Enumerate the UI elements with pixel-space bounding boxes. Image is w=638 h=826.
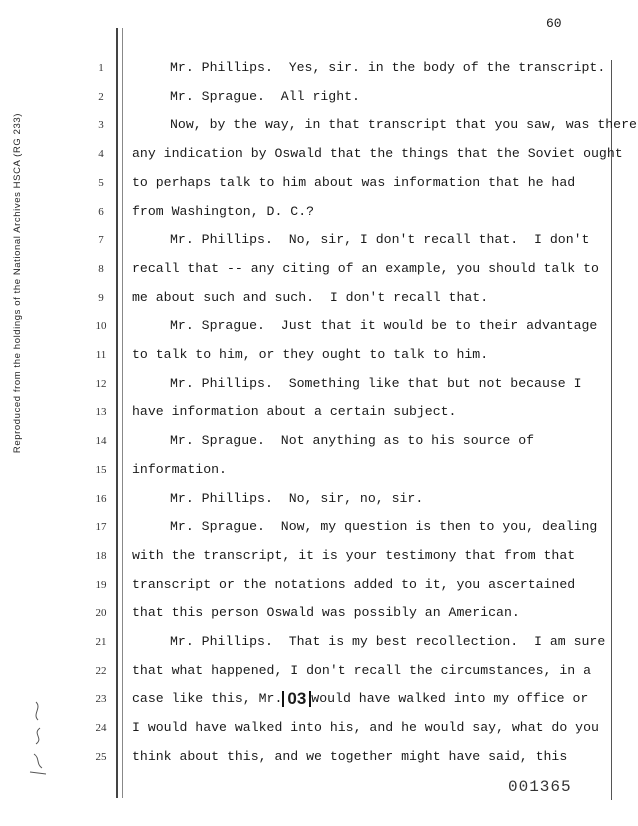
left-margin-rule-inner — [122, 28, 123, 798]
transcript-line — [132, 146, 623, 162]
transcript-line — [170, 60, 605, 76]
line-number: 8 — [98, 262, 104, 275]
transcript-line — [170, 232, 589, 248]
right-margin-rule — [611, 60, 612, 800]
line-text: Mr. Sprague. Just that it would be to their advantage — [170, 318, 598, 334]
line-text: from Washington, D. C.? — [132, 203, 315, 219]
line-text: transcript or the notations added to it, you ascertained — [132, 576, 576, 592]
line-text: that this person Oswald was possibly an American. — [132, 605, 520, 621]
line-text: Mr. Phillips. Yes, sir. in the body of the transcript. — [170, 60, 606, 75]
line-text-after: would have walked into my office or — [311, 691, 589, 707]
transcript-line — [132, 577, 575, 593]
line-number: 24 — [95, 722, 107, 735]
line-number: 3 — [98, 119, 104, 132]
line-number: 1 — [98, 62, 104, 74]
transcript-line — [170, 318, 597, 334]
line-text: Mr. Sprague. Now, my question is then to you, dealing — [170, 519, 598, 535]
line-text: to talk to him, or they ought to talk to him. — [132, 347, 489, 362]
line-number: 15 — [95, 463, 107, 476]
line-text: Mr. Phillips. That is my best recollection. I am sure — [170, 634, 606, 649]
line-number: 10 — [95, 320, 107, 333]
document-id: 001365 — [508, 778, 572, 796]
line-number: 12 — [95, 377, 107, 390]
archive-side-note: Reproduced from the holdings of the National Archives HSCA (RG 233) — [12, 112, 23, 454]
line-number: 14 — [95, 435, 107, 448]
line-number: 20 — [95, 607, 107, 620]
transcript-line — [132, 720, 599, 736]
line-text: Mr. Sprague. All right. — [170, 88, 360, 104]
line-text: any indication by Oswald that the things that the Soviet ought — [132, 146, 623, 162]
page-number: 60 — [546, 16, 562, 31]
line-text: Mr. Phillips. No, sir, no, sir. — [170, 490, 424, 506]
line-text: to perhaps talk to him about was information that he had — [132, 174, 576, 190]
transcript-line — [132, 462, 227, 478]
transcript-line — [170, 89, 360, 105]
transcript-line — [132, 404, 456, 420]
line-number: 5 — [98, 176, 104, 189]
transcript-line — [132, 175, 575, 191]
line-text: Mr. Phillips. No, sir, I don't recall that. I don't — [170, 232, 590, 248]
transcript-line — [170, 519, 597, 535]
line-number: 25 — [95, 750, 107, 763]
transcript-line — [132, 749, 567, 765]
line-text: Mr. Phillips. Something like that but not because I — [170, 375, 582, 391]
line-number: 7 — [98, 234, 104, 247]
line-number: 6 — [98, 205, 104, 218]
line-number: 21 — [95, 636, 107, 648]
line-text: recall that -- any citing of an example, you should talk to — [132, 260, 599, 276]
transcript-line — [132, 548, 575, 564]
line-number: 9 — [98, 291, 104, 304]
line-number: 11 — [95, 349, 107, 361]
line-number: 23 — [95, 693, 107, 706]
line-number: 17 — [95, 521, 107, 534]
transcript-line — [170, 376, 582, 392]
transcript-line — [170, 433, 534, 449]
line-text: case like this, Mr. — [132, 691, 283, 707]
transcript-line — [132, 204, 314, 220]
transcript-line — [132, 290, 488, 306]
line-text: I would have walked into his, and he would say, what do you — [132, 720, 599, 736]
line-text: with the transcript, it is your testimony that from that — [132, 547, 576, 563]
line-number: 4 — [98, 148, 104, 161]
line-number: 2 — [98, 90, 104, 103]
line-number: 18 — [95, 549, 107, 562]
line-text: Mr. Sprague. Not anything as to his source of — [170, 433, 535, 449]
margin-scribble — [28, 698, 50, 778]
transcript-line — [132, 347, 488, 363]
transcript-line — [132, 663, 591, 679]
transcript-line — [132, 691, 588, 707]
transcript-line — [132, 605, 520, 621]
transcript-line — [132, 261, 599, 277]
line-number: 22 — [95, 664, 107, 677]
line-text: Now, by the way, in that transcript that you saw, was there — [170, 117, 637, 133]
line-number: 19 — [95, 578, 107, 591]
line-text: information. — [132, 461, 227, 477]
redaction-mark: 03 — [282, 691, 311, 707]
left-margin-rule — [116, 28, 118, 798]
line-number: 16 — [95, 492, 107, 505]
transcript-line — [170, 117, 637, 133]
line-number: 13 — [95, 406, 107, 419]
line-text: have information about a certain subject. — [132, 404, 457, 420]
line-text: that what happened, I don't recall the circumstances, in a — [132, 662, 591, 678]
transcript-line — [170, 491, 423, 507]
line-text: think about this, and we together might have said, this — [132, 748, 568, 764]
transcript-line — [170, 634, 605, 650]
line-text: me about such and such. I don't recall that. — [132, 289, 489, 305]
